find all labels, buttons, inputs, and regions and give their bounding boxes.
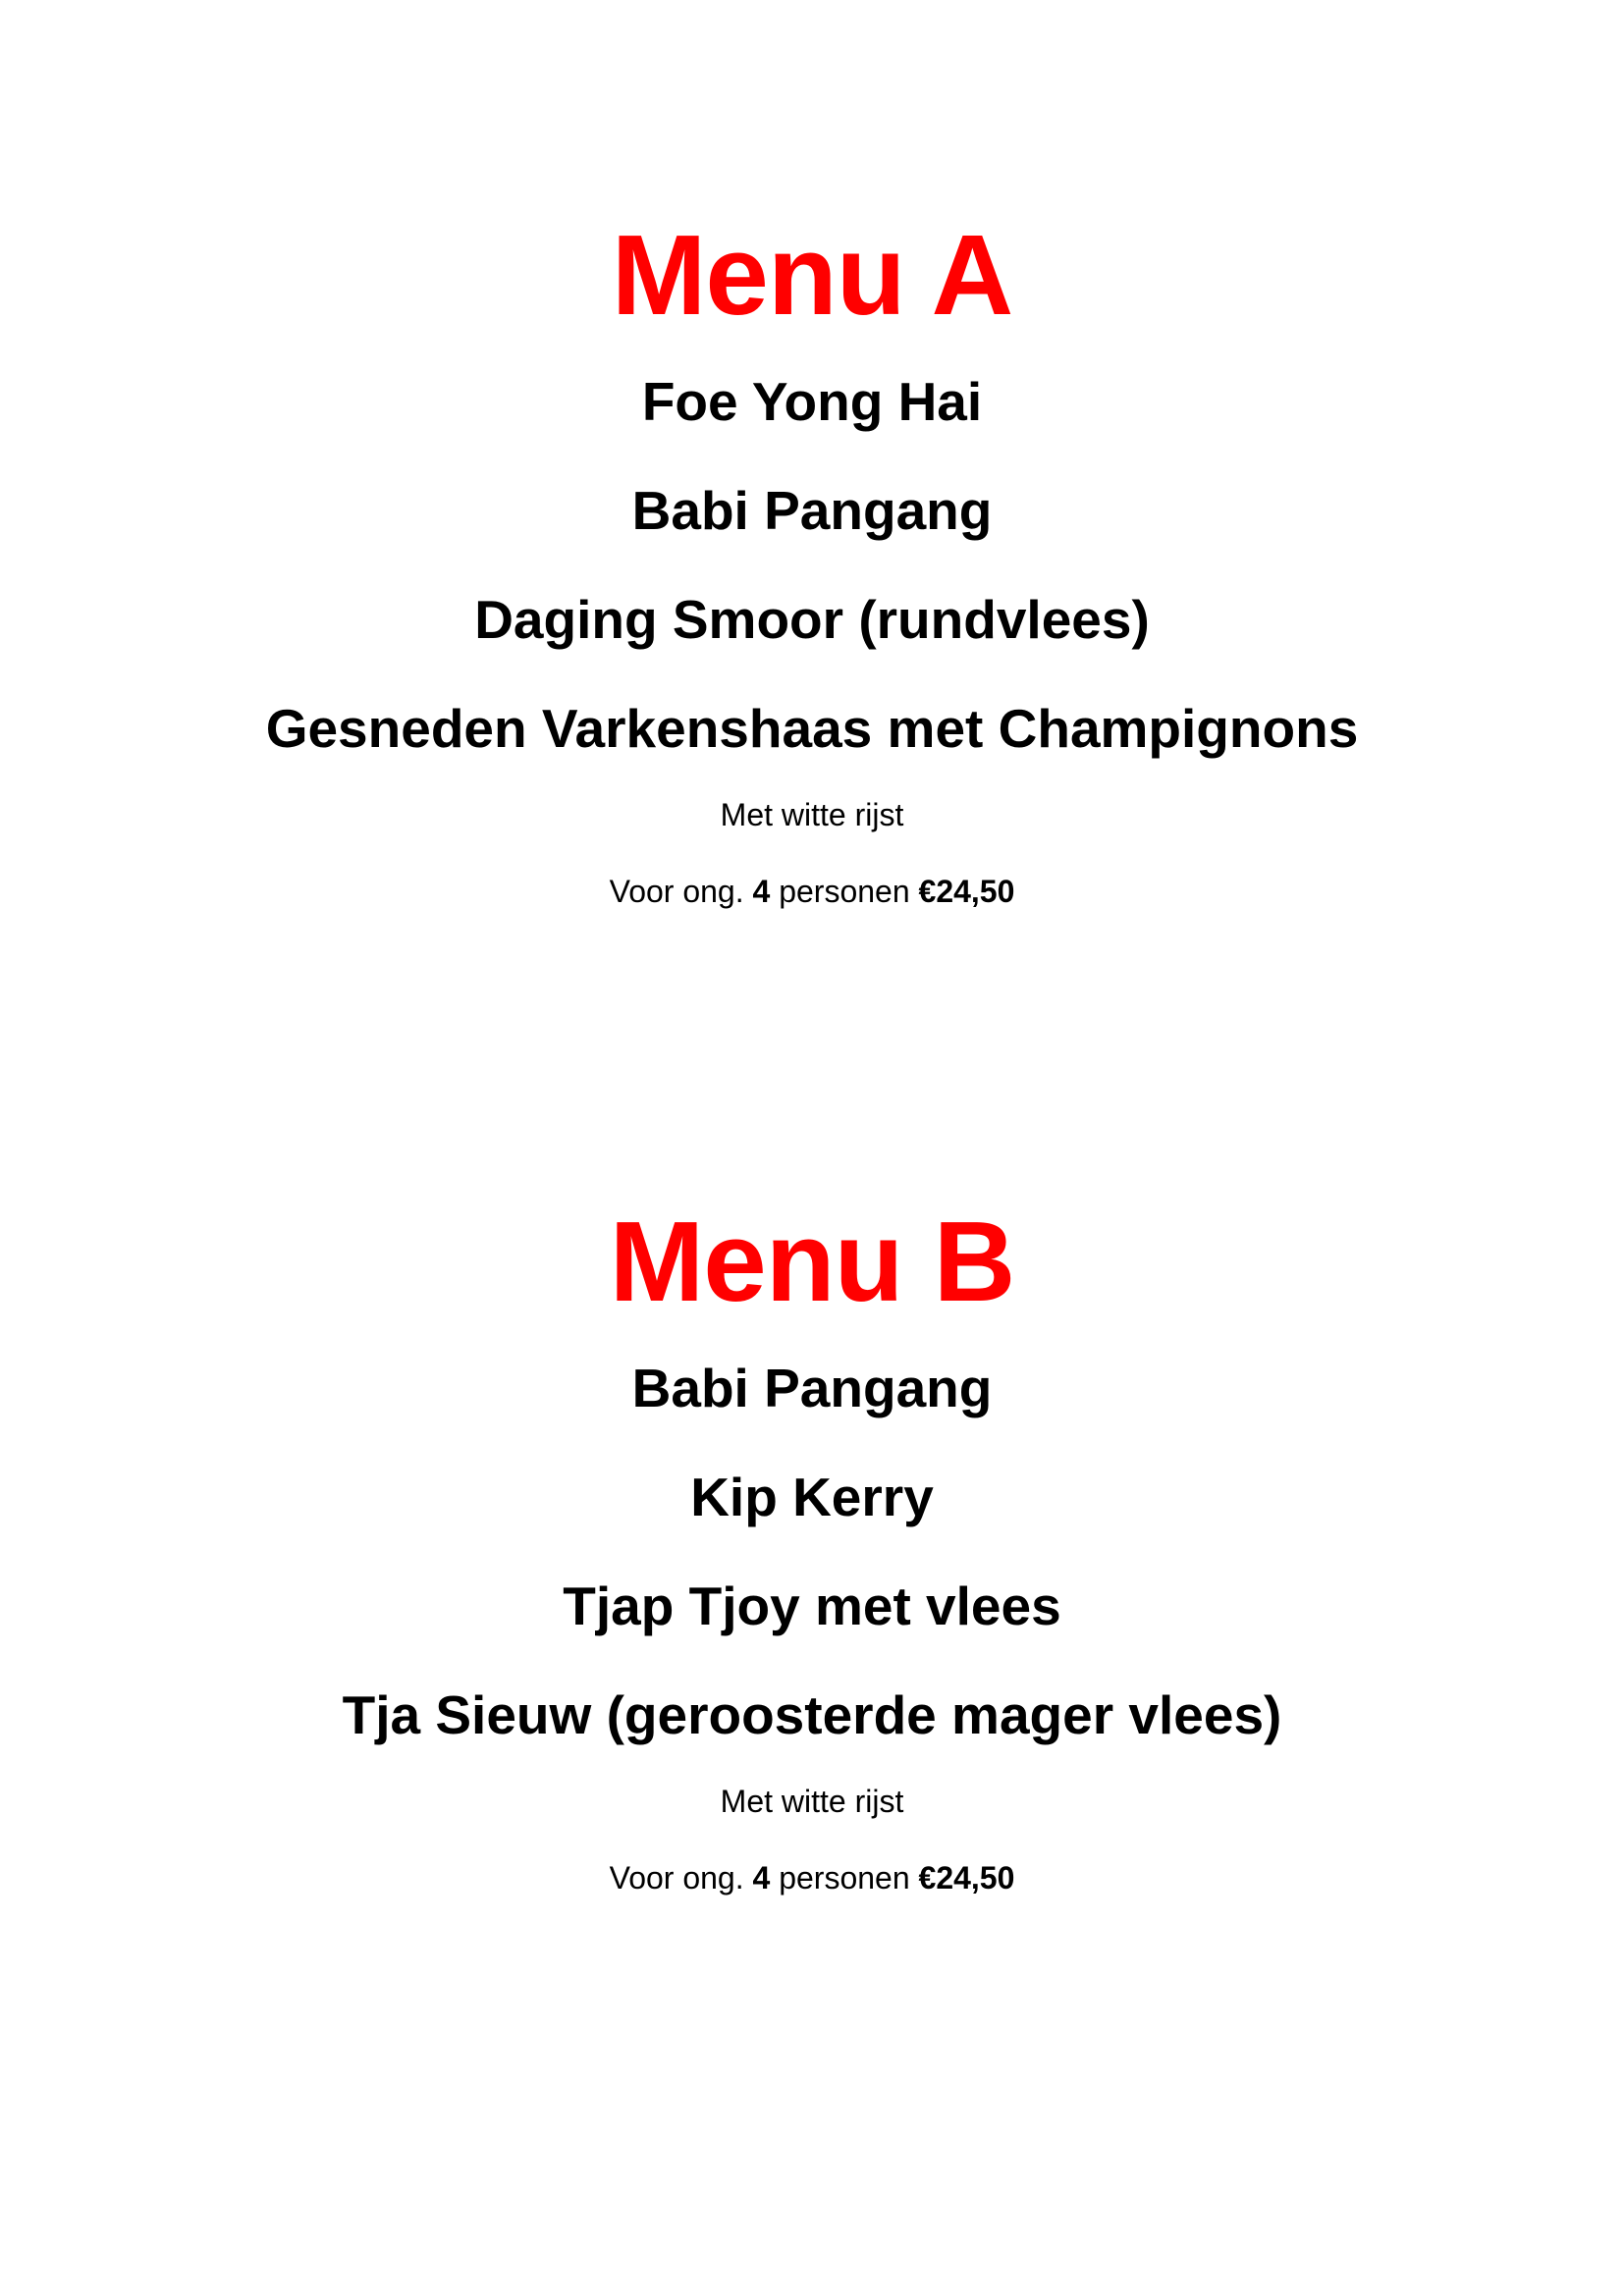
menu-b-dish-4: Tja Sieuw (geroosterde mager vlees) bbox=[342, 1684, 1282, 1745]
menu-b-note: Met witte rijst bbox=[720, 1784, 904, 1819]
menu-a-serving-count: 4 bbox=[752, 874, 771, 909]
menu-b-price: €24,50 bbox=[918, 1860, 1015, 1896]
menu-a-dish-1: Foe Yong Hai bbox=[641, 371, 983, 432]
menu-a-serving-unit: personen bbox=[779, 874, 910, 909]
menu-a-dish-list bbox=[0, 347, 1624, 783]
menu-a-note: Met witte rijst bbox=[720, 797, 904, 832]
menu-b-serving-count: 4 bbox=[752, 1860, 771, 1896]
menu-a-serving bbox=[0, 872, 1624, 911]
menu-b-dish-1: Babi Pangang bbox=[631, 1358, 993, 1418]
menu-a-title: Menu A bbox=[611, 211, 1013, 339]
menu-a-section bbox=[0, 196, 1624, 911]
menu-b-serving-prefix: Voor ong. bbox=[609, 1860, 744, 1896]
menu-b-serving-unit: personen bbox=[779, 1860, 910, 1896]
menu-b-serving bbox=[0, 1858, 1624, 1897]
menu-b-title: Menu B bbox=[609, 1198, 1015, 1325]
menu-b-section bbox=[0, 1183, 1624, 1897]
menu-a-dish-3: Daging Smoor (rundvlees) bbox=[474, 589, 1150, 650]
menu-b-dish-list bbox=[0, 1334, 1624, 1770]
menu-b-dish-3: Tjap Tjoy met vlees bbox=[563, 1575, 1061, 1636]
menu-a-dish-2: Babi Pangang bbox=[631, 480, 993, 541]
menu-a-serving-prefix: Voor ong. bbox=[609, 874, 744, 909]
menu-b-dish-2: Kip Kerry bbox=[690, 1467, 934, 1527]
menu-a-dish-4: Gesneden Varkenshaas met Champignons bbox=[265, 698, 1359, 759]
menu-a-price: €24,50 bbox=[918, 874, 1015, 909]
